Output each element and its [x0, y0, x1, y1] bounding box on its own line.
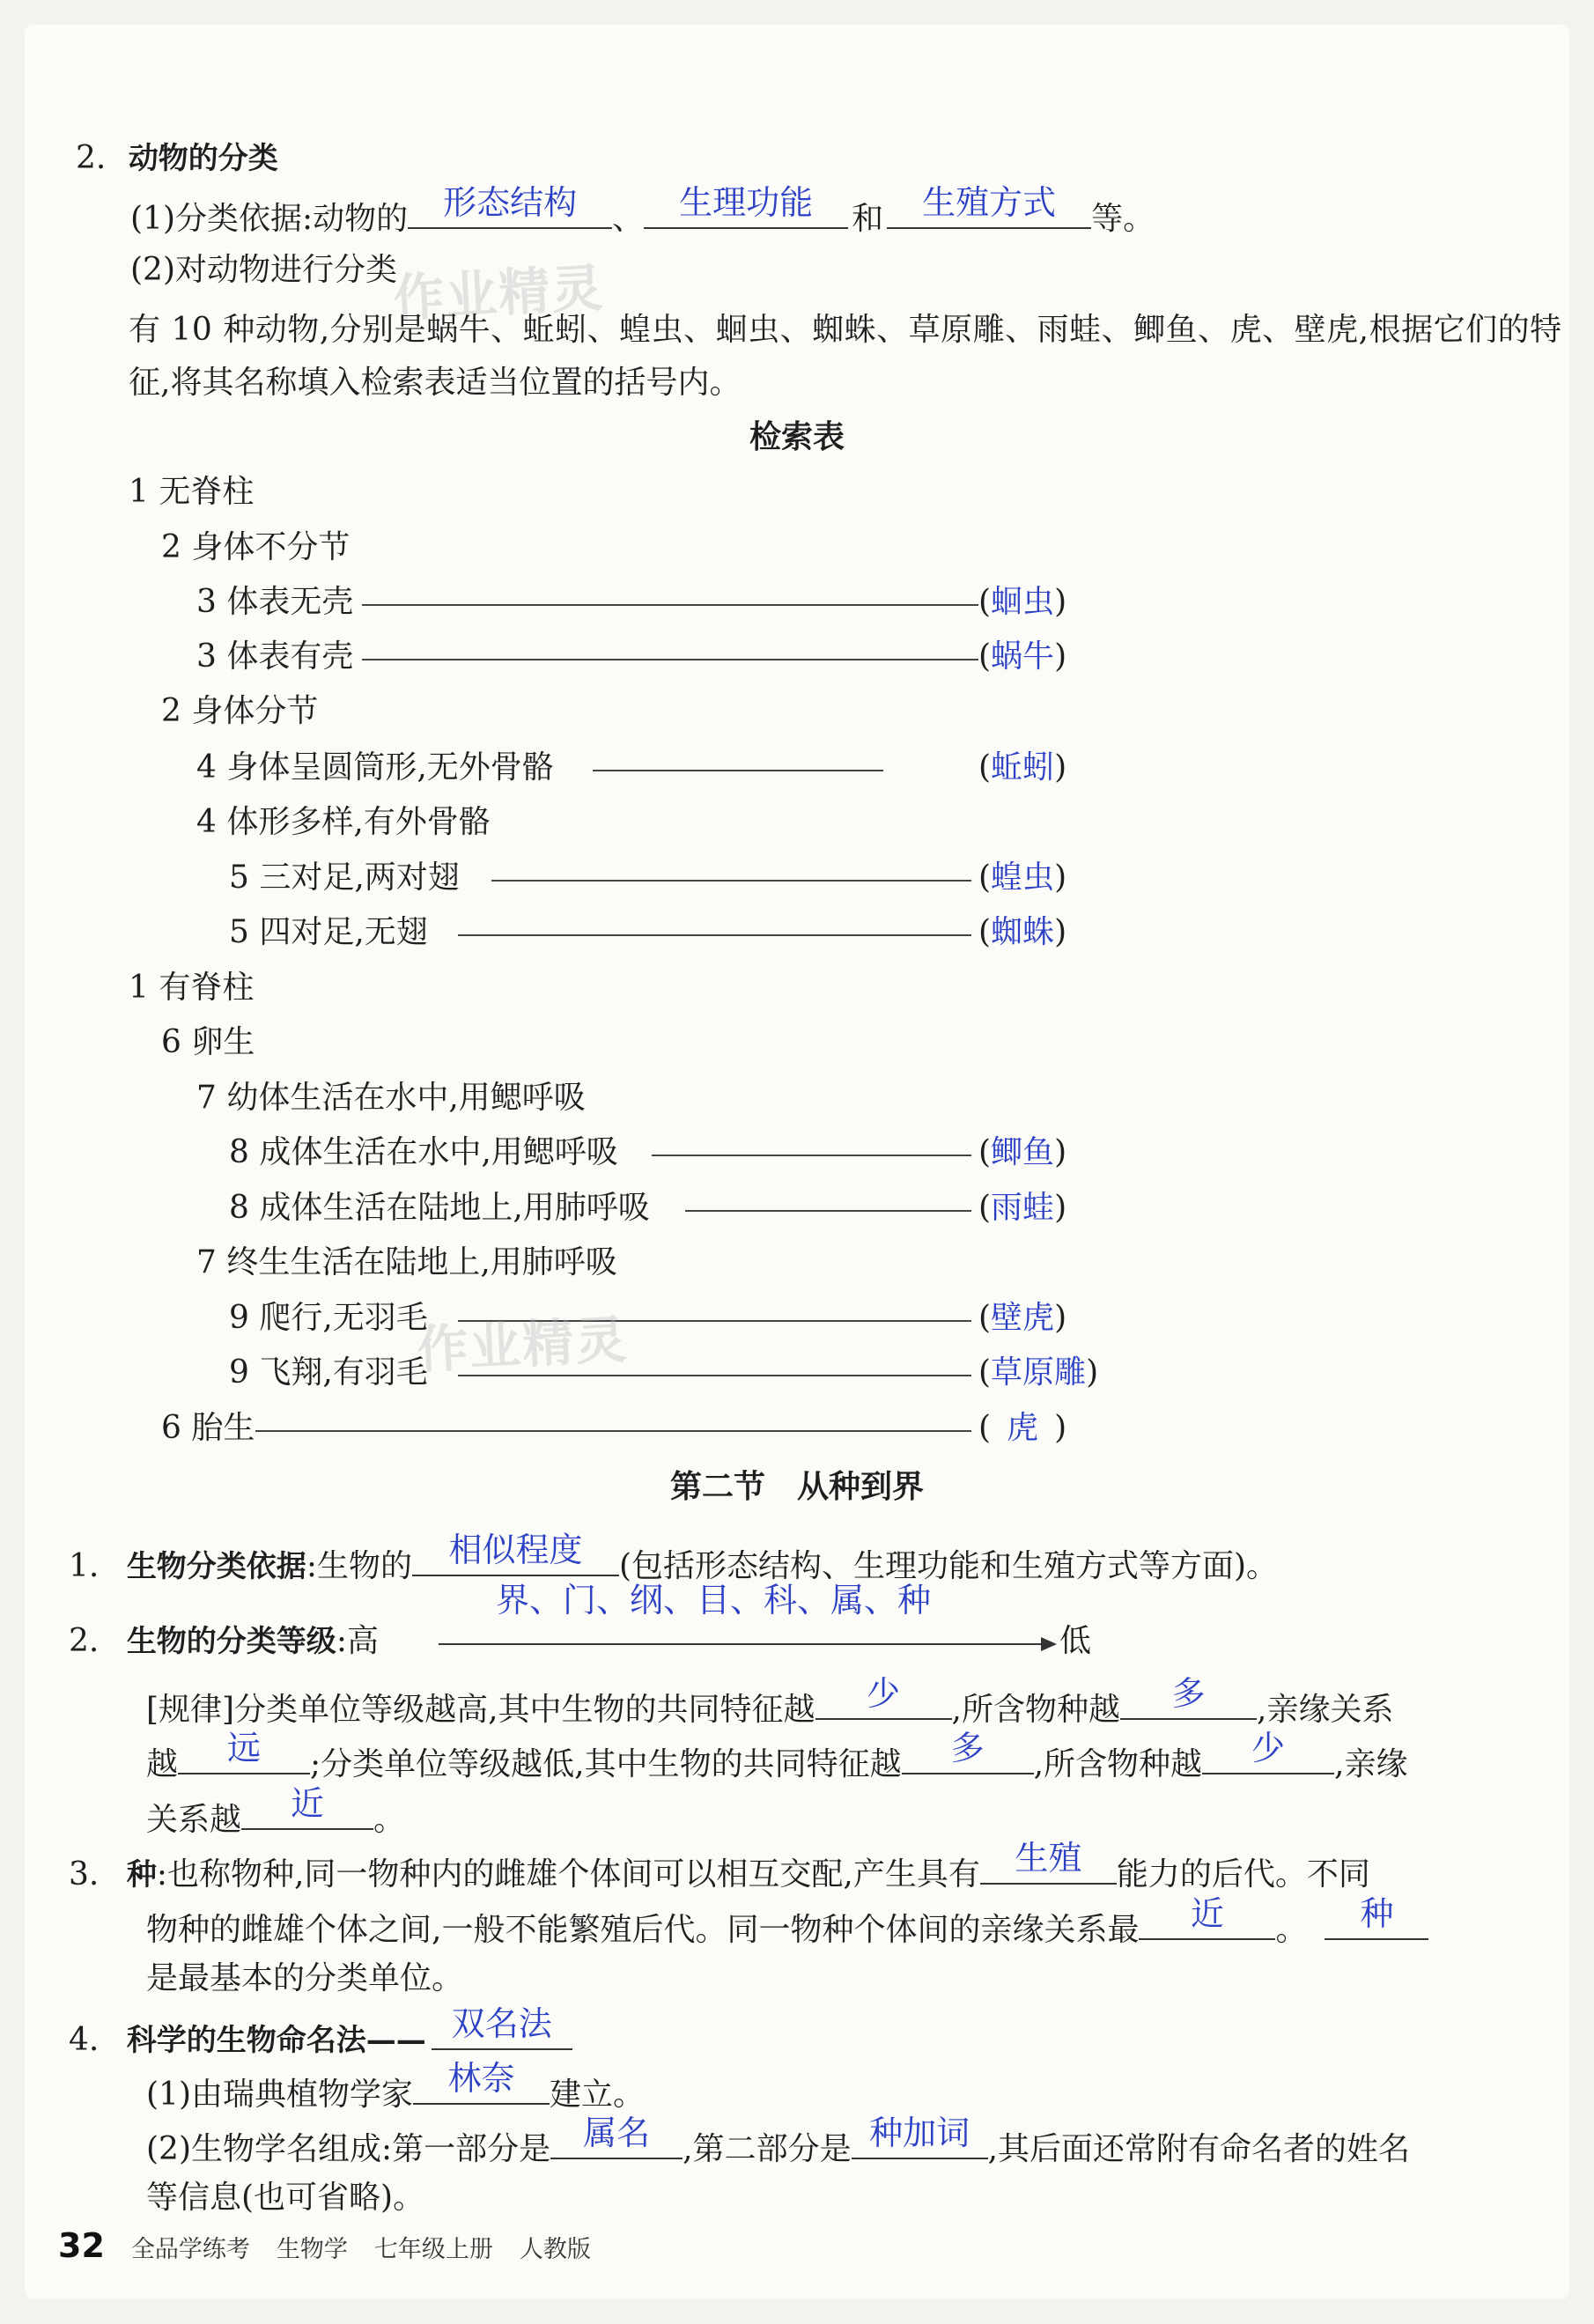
answer-blank[interactable] — [412, 1531, 619, 1576]
answer-paren — [978, 911, 1066, 954]
paren-close: ) — [1054, 914, 1067, 950]
answer-blank[interactable] — [413, 2059, 550, 2105]
paren-open: ( — [978, 749, 992, 786]
answer-paren — [978, 581, 1066, 623]
item-2 — [69, 1620, 379, 1663]
rule-text: 关系越 — [146, 1802, 242, 1838]
item-title: 种 — [126, 1857, 157, 1892]
item-text: 物种的雌雄个体之间,一般不能繁殖后代。同一物种个体间的亲缘关系最 — [146, 1912, 1140, 1948]
answer-paren — [978, 1132, 1066, 1174]
answer-text: 多 — [1171, 1674, 1206, 1713]
item-number: 2. — [76, 140, 107, 176]
answer-blank[interactable] — [550, 2114, 683, 2159]
table-title: 检索表 — [749, 419, 845, 455]
answer-blank[interactable] — [1325, 1894, 1428, 1940]
item-4-sub-2 — [146, 2114, 1411, 2171]
answer-text: 蜗牛 — [991, 638, 1055, 675]
paren-close: ) — [1054, 584, 1067, 620]
answer-text: 种 — [1360, 1894, 1394, 1933]
item-title: 科学的生物命名法—— — [126, 2023, 426, 2058]
answer-text: 蛔虫 — [991, 584, 1055, 620]
item-title: 生物的分类等级 — [126, 1624, 336, 1659]
edition: 人教版 — [519, 2236, 591, 2263]
leader-line — [685, 1210, 971, 1212]
key-row: 9 爬行,无羽毛 — [229, 1300, 428, 1336]
paren-close: ) — [1054, 1134, 1067, 1170]
answer-text: 少 — [867, 1674, 901, 1713]
arrow-right-icon — [1041, 1637, 1057, 1651]
basis-prefix: (1)分类依据:动物的 — [130, 201, 409, 237]
answer-text: 近 — [1190, 1894, 1224, 1933]
item-text: ,其后面还常附有命名者的姓名 — [987, 2131, 1411, 2167]
leader-line — [593, 770, 883, 771]
paren-close: ) — [1054, 1190, 1067, 1226]
item-4 — [69, 2004, 572, 2062]
answer-blank[interactable] — [241, 1784, 373, 1830]
item-title: 生物分类依据 — [126, 1549, 306, 1584]
answer-paren — [978, 1407, 1066, 1450]
answer-text: 少 — [1251, 1729, 1286, 1767]
paren-close: ) — [1054, 749, 1067, 786]
answer-text: 种加词 — [869, 2114, 970, 2152]
rule-text: 越 — [146, 1746, 179, 1782]
watermark: 作业精灵 — [391, 257, 606, 329]
page — [25, 25, 1569, 2299]
rule-line-2 — [146, 1729, 1408, 1786]
key-row: 8 成体生活在陆地上,用肺呼吸 — [229, 1190, 650, 1226]
key-row: 3 体表有壳 — [196, 638, 354, 675]
key-row: 3 体表无壳 — [196, 584, 354, 620]
item-text: 能力的后代。不同 — [1116, 1856, 1370, 1892]
answer-blank[interactable] — [1202, 1729, 1334, 1774]
paragraph-line: 征,将其名称填入检索表适当位置的括号内。 — [129, 365, 742, 401]
answer-paren — [978, 857, 1066, 899]
paren-open: ( — [978, 1354, 992, 1391]
basis-suffix: 等。 — [1091, 201, 1155, 237]
item-title: 动物的分类 — [128, 141, 278, 176]
basis-line — [130, 183, 1155, 240]
answer-text: 蚯蚓 — [991, 749, 1055, 786]
item-text: 建立。 — [550, 2077, 646, 2113]
answer-blank[interactable] — [815, 1674, 952, 1720]
item-text: :生物的 — [306, 1548, 412, 1584]
answer-text: 远 — [227, 1729, 262, 1767]
item-text: (包括形态结构、生理功能和生殖方式等方面)。 — [618, 1548, 1279, 1584]
answer-blank[interactable] — [1120, 1674, 1257, 1720]
answer-blank[interactable] — [178, 1729, 310, 1774]
rule-text: ,所含物种越 — [951, 1692, 1120, 1728]
key-row: 7 幼体生活在水中,用鳃呼吸 — [196, 1080, 586, 1116]
separator: 、 — [612, 201, 645, 237]
key-row: 4 体形多样,有外骨骼 — [196, 804, 491, 840]
leader-line — [458, 934, 971, 936]
item-text: (1)由瑞典植物学家 — [146, 2077, 413, 2113]
answer-blank[interactable] — [432, 2004, 572, 2050]
subject: 生物学 — [276, 2236, 348, 2263]
book-name: 全品学练考 — [130, 2236, 250, 2263]
paren-close: ) — [1054, 638, 1067, 675]
paren-close: ) — [1086, 1354, 1099, 1391]
item-4-sub-1 — [146, 2059, 646, 2116]
rule-text: [规律]分类单位等级越高,其中生物的共同特征越 — [146, 1692, 815, 1728]
leader-line — [362, 604, 978, 606]
answer-blank[interactable] — [902, 1729, 1034, 1774]
answer-text: 雨蛙 — [991, 1190, 1055, 1226]
answer-text: 生理功能 — [679, 183, 814, 222]
key-row: 2 身体不分节 — [161, 529, 351, 565]
paren-open: ( — [978, 914, 992, 950]
paren-open: ( — [978, 860, 992, 896]
answer-text: 生殖方式 — [922, 183, 1057, 222]
item-text: ,第二部分是 — [683, 2131, 852, 2167]
answer-blank[interactable] — [887, 183, 1091, 229]
low-label: 低 — [1059, 1623, 1092, 1659]
item-3 — [69, 1839, 1370, 1896]
key-row: 4 身体呈圆筒形,无外骨骼 — [196, 749, 554, 786]
rule-line-1 — [146, 1674, 1394, 1731]
paren-close: ) — [1054, 860, 1067, 896]
answer-text: 属名 — [583, 2114, 651, 2152]
answer-text: 蜘蛛 — [991, 914, 1055, 950]
answer-text: 双名法 — [451, 2004, 552, 2043]
page-number: 32 — [58, 2226, 105, 2265]
answer-text: 蝗虫 — [991, 860, 1055, 896]
item-3-line-2 — [146, 1894, 1428, 1951]
answer-text: 虎 — [1007, 1410, 1039, 1446]
leader-line — [652, 1155, 971, 1156]
answer-text: 多 — [950, 1729, 985, 1767]
rule-text: ,亲缘 — [1334, 1746, 1408, 1782]
answer-paren — [978, 636, 1066, 678]
key-row: 7 终生生活在陆地上,用肺呼吸 — [196, 1244, 617, 1280]
paren-open: ( — [978, 1300, 992, 1336]
answer-text: 相似程度 — [448, 1531, 583, 1569]
answer-blank[interactable] — [408, 183, 612, 229]
rule-line-3 — [146, 1784, 406, 1841]
item-number: 4. — [69, 2022, 100, 2058]
answer-text: 草原雕 — [991, 1354, 1087, 1391]
watermark: 作业精灵 — [415, 1309, 630, 1381]
rule-text: ,所含物种越 — [1033, 1746, 1203, 1782]
item-text: 等信息(也可省略)。 — [146, 2180, 425, 2216]
rule-text: ,亲缘关系 — [1257, 1692, 1394, 1728]
item-text: 。 — [1275, 1912, 1308, 1948]
answer-paren — [978, 1187, 1066, 1229]
connector: 和 — [852, 201, 884, 237]
classify-label: (2)对动物进行分类 — [130, 252, 397, 288]
rule-text: ;分类单位等级越低,其中生物的共同特征越 — [310, 1746, 902, 1782]
answer-text: 形态结构 — [443, 183, 578, 222]
answer-blank[interactable] — [980, 1839, 1117, 1885]
answer-text: 生殖 — [1015, 1839, 1082, 1878]
rank-arrow-line — [439, 1643, 1043, 1645]
key-row: 8 成体生活在水中,用鳃呼吸 — [229, 1134, 618, 1170]
key-row: 5 四对足,无翅 — [229, 914, 428, 950]
key-row: 2 身体分节 — [161, 693, 319, 729]
paren-open: ( — [978, 1190, 992, 1226]
answer-text: 壁虎 — [991, 1300, 1055, 1336]
answer-blank[interactable] — [1139, 1894, 1275, 1940]
item-text: :也称物种,同一物种内的雌雄个体间可以相互交配,产生具有 — [156, 1856, 980, 1892]
key-row: 6 卵生 — [161, 1024, 255, 1060]
rank-sequence: 界、门、纲、目、科、属、种 — [496, 1581, 932, 1619]
leader-line — [255, 1430, 971, 1432]
paren-open: ( — [978, 1410, 992, 1446]
answer-blank[interactable] — [852, 2114, 988, 2159]
answer-paren — [978, 1297, 1066, 1339]
grade: 七年级上册 — [373, 2236, 493, 2263]
key-row: 9 飞翔,有羽毛 — [229, 1354, 428, 1391]
leader-line — [491, 880, 971, 882]
leader-line — [458, 1375, 971, 1376]
high-label: :高 — [336, 1623, 379, 1659]
item-2-heading — [76, 137, 278, 180]
answer-blank[interactable] — [644, 183, 848, 229]
paren-open: ( — [978, 584, 992, 620]
item-text: 是最基本的分类单位。 — [146, 1960, 464, 1996]
answer-paren — [978, 747, 1066, 789]
answer-paren — [978, 1352, 1098, 1394]
key-row: 1 无脊柱 — [129, 474, 255, 510]
item-number: 1. — [69, 1548, 100, 1584]
paren-close: ) — [1054, 1300, 1067, 1336]
paragraph-line: 有 10 种动物,分别是蜗牛、蚯蚓、蝗虫、蛔虫、蜘蛛、草原雕、雨蛙、鲫鱼、虎、壁虎,根据它们的特 — [129, 312, 1562, 348]
item-text: (2)生物学名组成:第一部分是 — [146, 2131, 551, 2167]
key-row: 6 胎生 — [161, 1410, 255, 1446]
item-number: 2. — [69, 1623, 100, 1659]
item-number: 3. — [69, 1856, 100, 1892]
paren-open: ( — [978, 638, 992, 675]
paren-open: ( — [978, 1134, 992, 1170]
section-title: 第二节 从种到界 — [669, 1469, 924, 1505]
leader-line — [362, 659, 978, 660]
key-row: 5 三对足,两对翅 — [229, 860, 460, 896]
answer-text: 近 — [291, 1784, 325, 1823]
page-footer — [58, 2226, 617, 2265]
rule-text: 。 — [373, 1802, 406, 1838]
answer-text: 鲫鱼 — [991, 1134, 1055, 1170]
paren-close: ) — [1054, 1410, 1067, 1446]
answer-text: 林奈 — [447, 2059, 515, 2098]
key-row: 1 有脊柱 — [129, 970, 255, 1006]
